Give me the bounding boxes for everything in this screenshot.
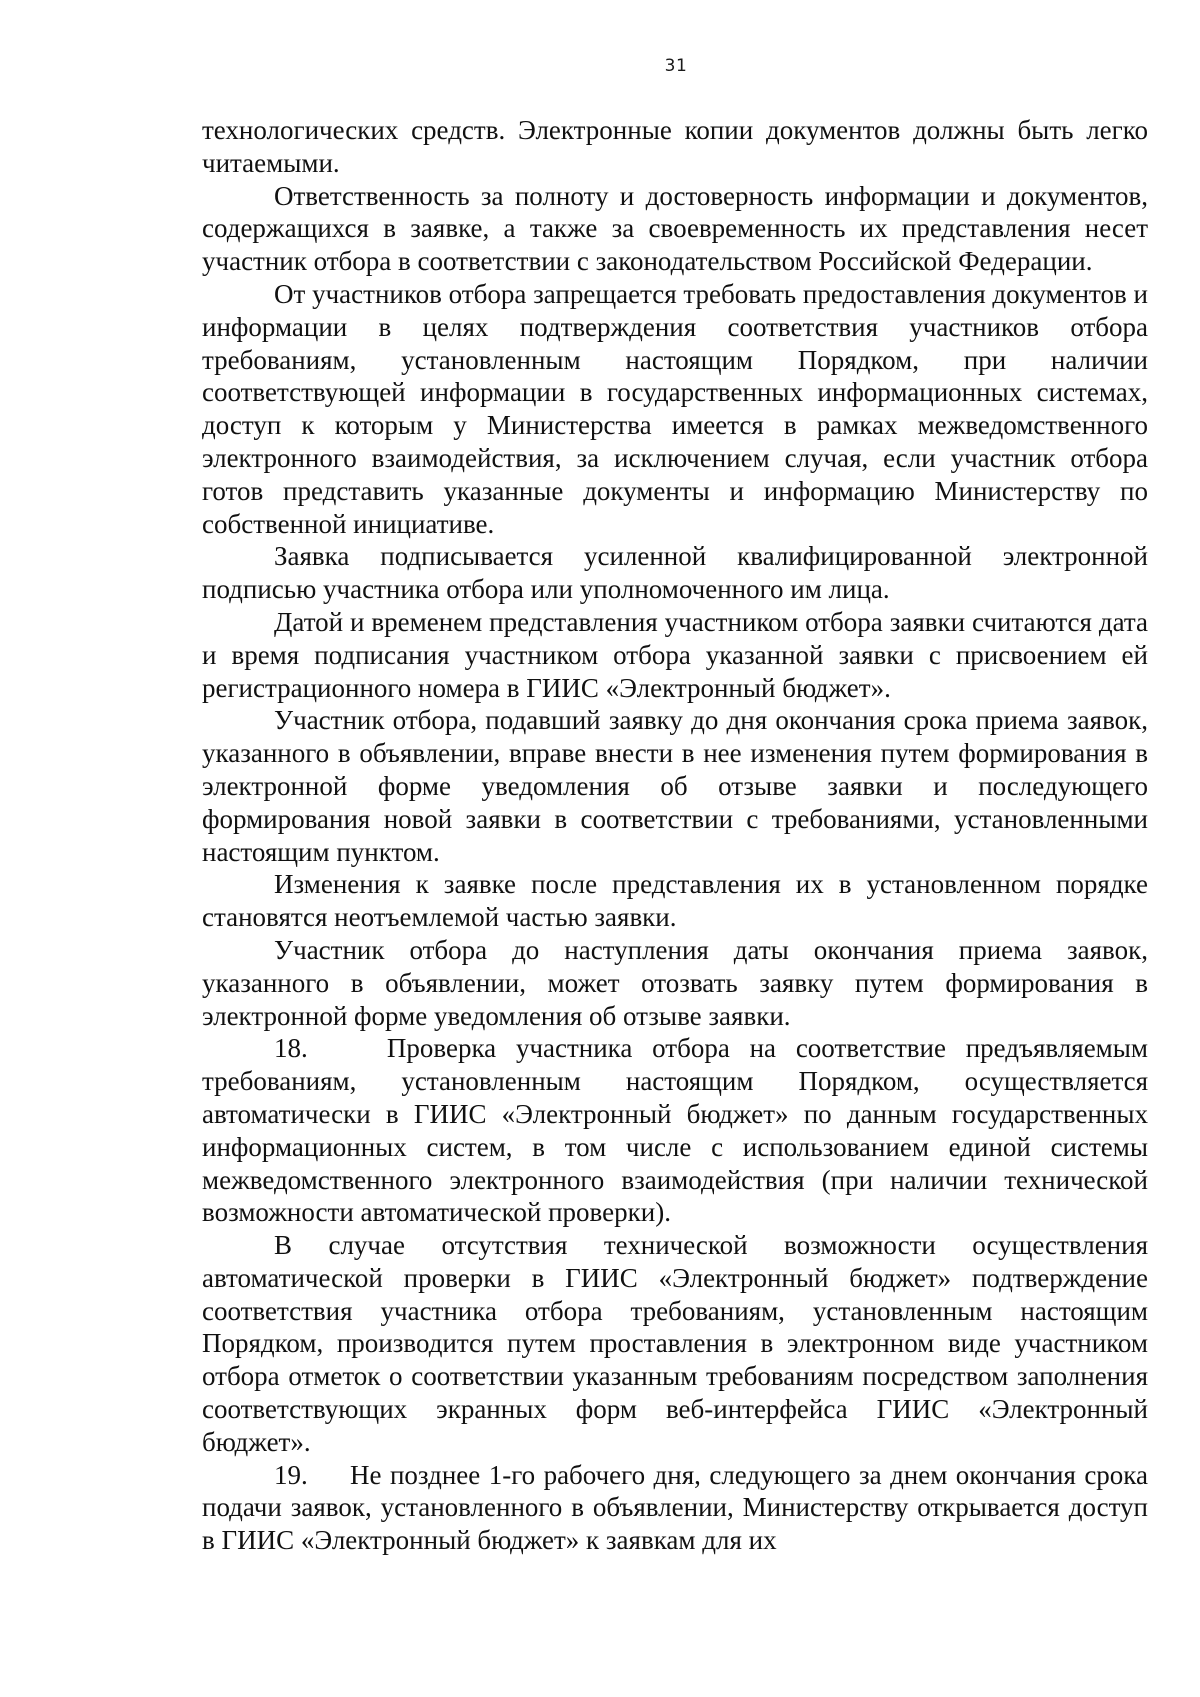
paragraph-continuation: технологических средств. Электронные копии документов должны быть легко читаемыми. [202, 115, 1148, 178]
paragraph-submission-date: Датой и временем представления участником отбора заявки считаются дата и время подписания участником отбора указанной заявки с присвоением ей регистрационного номера в ГИИС «Электронный бюджет». [202, 606, 1148, 703]
paragraph-item-18: 18. Проверка участника отбора на соответствие предъявляемым требованиям, установленным настоящим Порядком, осуществляется автоматически в ГИИС «Электронный бюджет» по данным государственных информационных систем, в том числе с использованием единой системы межведомственного электронного взаимодействия (при наличии технической возможности автоматической проверки). [202, 1033, 1148, 1228]
paragraph-changes: Участник отбора, подавший заявку до дня окончания срока приема заявок, указанного в объявлении, вправе внести в нее изменения путем формирования в электронной форме уведомления об отзыве заявки и последующего формирования новой заявки в соответствии с требованиями, установленными настоящим пунктом. [202, 705, 1148, 867]
paragraph-manual-check: В случае отсутствия технической возможности осуществления автоматической проверки в ГИИС «Электронный бюджет» подтверждение соответствия участника отбора требованиям, установленным настоящим Порядком, производится путем проставления в электронном виде участником отбора отметок о соответствии указанным требованиям посредством заполнения соответствующих экранных форм веб-интерфейса ГИИС «Электронный бюджет». [202, 1230, 1148, 1457]
document-body [202, 114, 1148, 1557]
paragraph-signature: Заявка подписывается усиленной квалифицированной электронной подписью участника отбора или уполномоченного им лица. [202, 541, 1148, 605]
page-number: 31 [664, 56, 688, 76]
paragraph-prohibition: От участников отбора запрещается требовать предоставления документов и информации в целях подтверждения соответствия участников отбора требованиям, установленным настоящим Порядком, при наличии соответствующей информации в государственных информационных системах, доступ к которым у Министерства имеется в рамках межведомственного электронного взаимодействия, за исключением случая, если участник отбора готов представить указанные документы и информацию Министерству по собственной инициативе. [202, 278, 1148, 539]
paragraph-item-19: 19. Не позднее 1-го рабочего дня, следующего за днем окончания срока подачи заявок, установленного в объявлении, Министерству открывается доступ в ГИИС «Электронный бюджет» к заявкам для их [202, 1459, 1148, 1556]
paragraph-responsibility: Ответственность за полноту и достоверность информации и документов, содержащихся в заявке, а также за своевременность их представления несет участник отбора в соответствии с законодательством Российской Федерации. [202, 180, 1148, 277]
paragraph-changes-part: Изменения к заявке после представления их в установленном порядке становятся неотъемлемой частью заявки. [202, 869, 1148, 933]
paragraph-withdrawal: Участник отбора до наступления даты окончания приема заявок, указанного в объявлении, может отозвать заявку путем формирования в электронной форме уведомления об отзыве заявки. [202, 934, 1148, 1031]
